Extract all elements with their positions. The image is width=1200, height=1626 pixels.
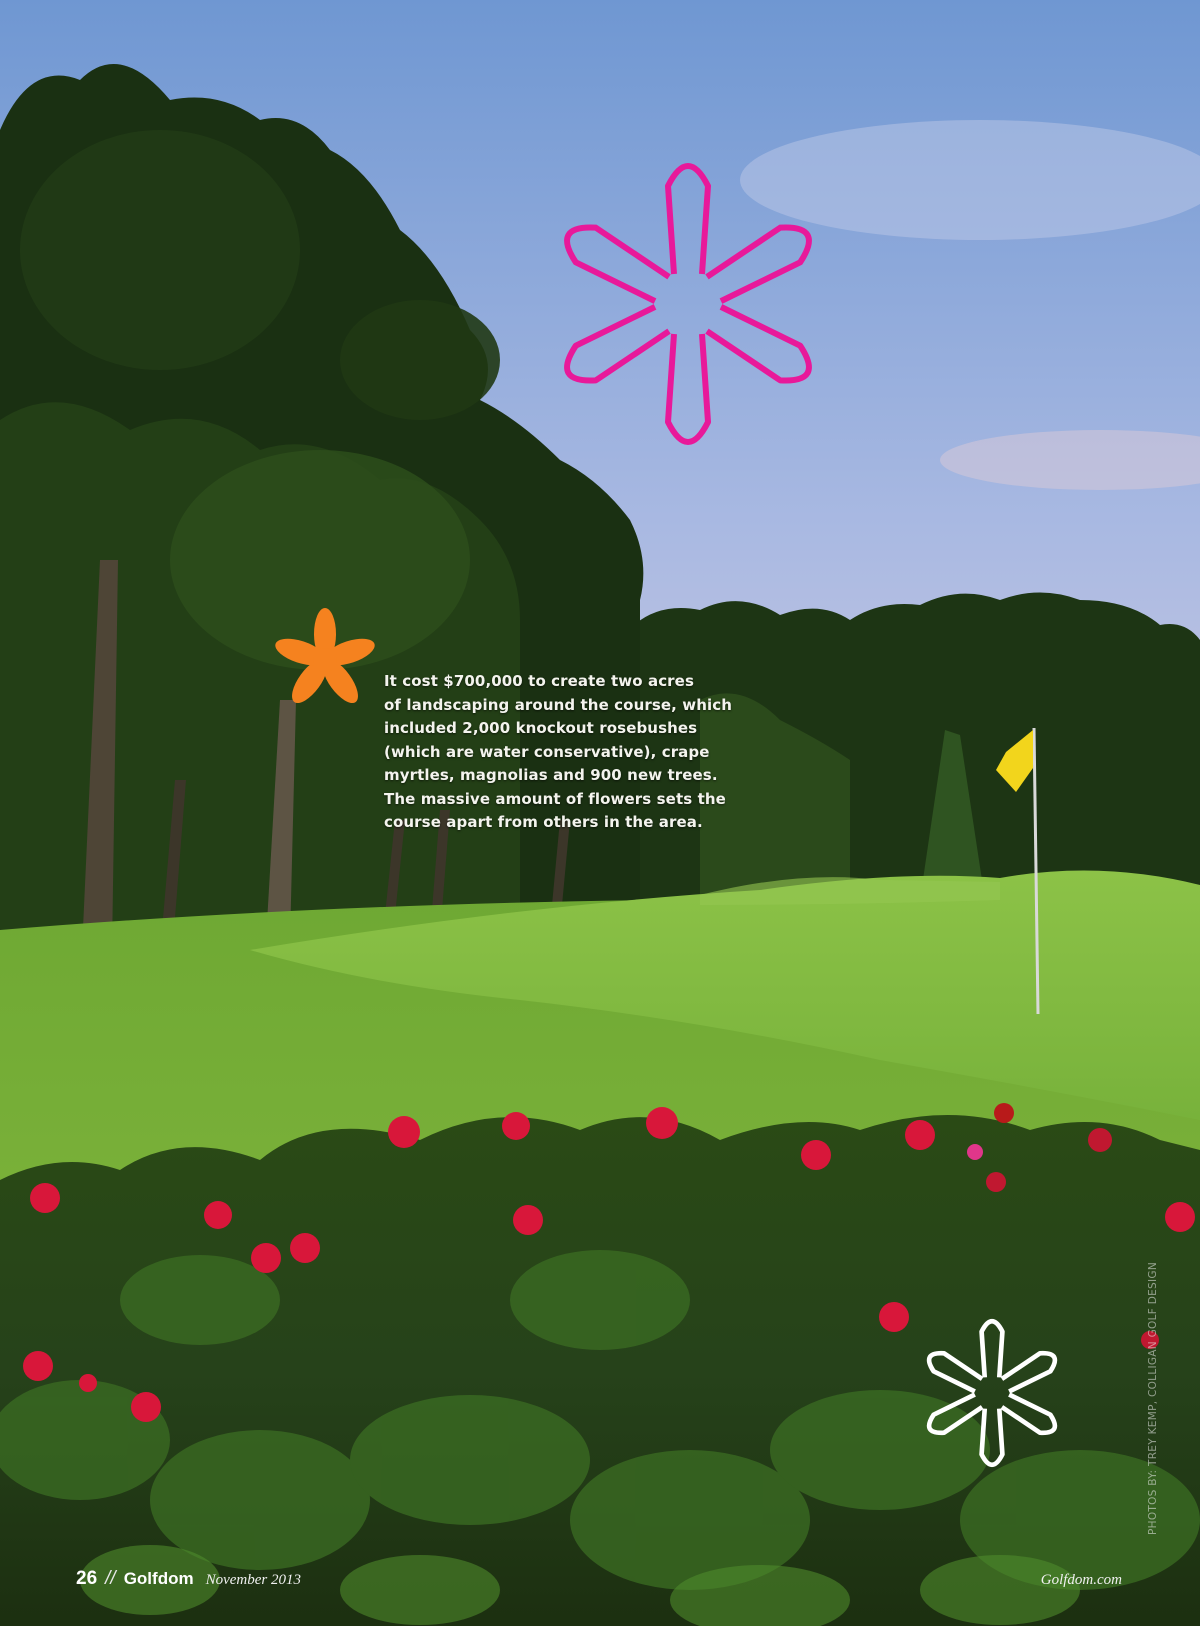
photo-caption: It cost $700,000 to create two acres of landscaping around the course, which included 2,000 knockout rosebushes (which are water conservative), crape myrtles, magnolias and 900 new trees. The massive amount of flowers sets the course apart from others in the area. [384,672,733,831]
folio-separator: // [105,1568,116,1589]
website-url[interactable]: Golfdom.com [1040,1572,1122,1588]
magazine-name: Golfdom [123,1569,194,1588]
page-folio [76,1568,301,1594]
page-number: 26 [76,1568,98,1589]
photo-credit: PHOTOS BY: TREY KEMP, COLLIGAN GOLF DESIGN [1147,1262,1159,1535]
issue-date: November 2013 [205,1572,301,1588]
